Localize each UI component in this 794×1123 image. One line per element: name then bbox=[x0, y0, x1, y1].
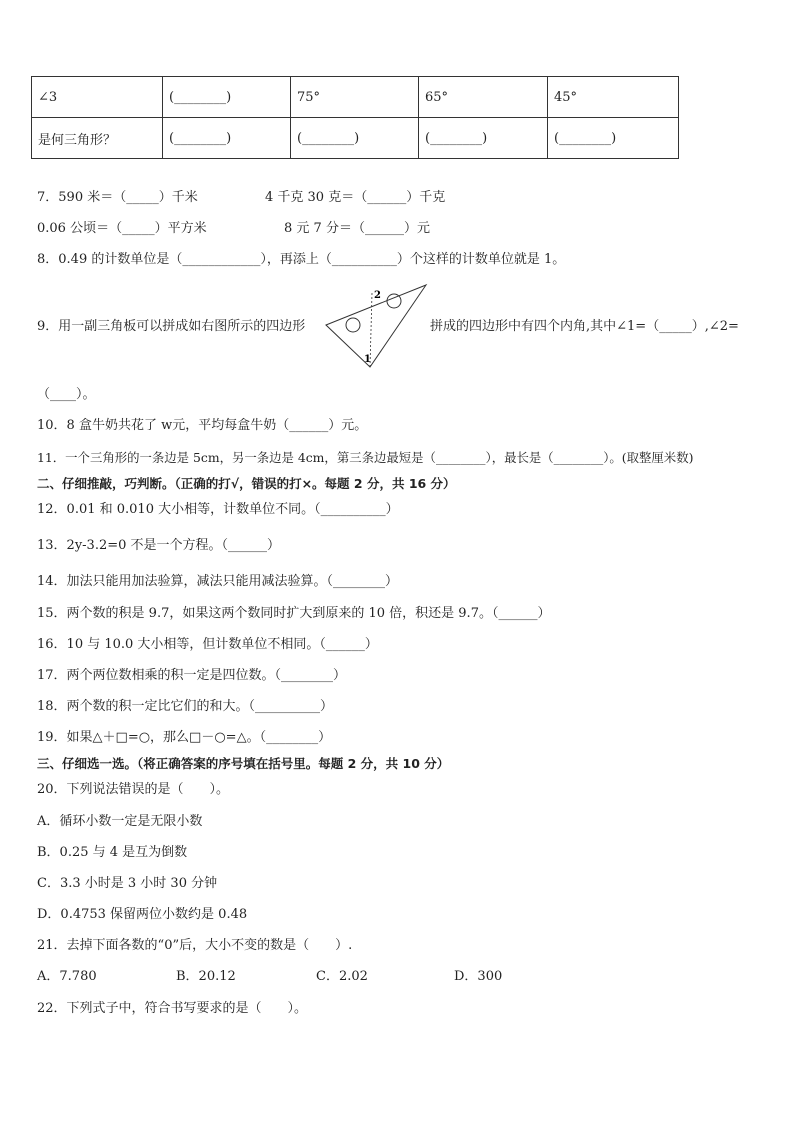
question-9-cont: （____）。 bbox=[37, 387, 96, 402]
question-11: 11．一个三角形的一条边是 5cm，另一条边是 4cm，第三条边最短是（________），最长是（________）。(取整厘米数) bbox=[37, 450, 694, 465]
table-cell: 65° bbox=[419, 77, 548, 118]
question-20-stem: 20．下列说法错误的是（ ）。 bbox=[37, 782, 230, 797]
question-21-option-c[interactable]: C．2.02 bbox=[316, 969, 368, 984]
question-15: 15．两个数的积是 9.7，如果这两个数同时扩大到原来的 10 倍，积还是 9.7。（______） bbox=[37, 606, 551, 621]
question-12: 12．0.01 和 0.010 大小相等，计数单位不同。（__________） bbox=[37, 502, 399, 517]
angle-table bbox=[31, 76, 679, 159]
question-20-option-b[interactable]: B．0.25 与 4 是互为倒数 bbox=[37, 845, 188, 860]
angle-label-2: 2 bbox=[374, 290, 381, 301]
question-20-option-c[interactable]: C．3.3 小时是 3 小时 30 分钟 bbox=[37, 876, 218, 891]
question-10: 10．8 盒牛奶共花了 w元，平均每盒牛奶（______）元。 bbox=[37, 418, 368, 433]
question-19: 19．如果△＋□=○，那么□－○=△。（________） bbox=[37, 730, 332, 745]
table-cell: 45° bbox=[548, 77, 679, 118]
question-17: 17．两个两位数相乘的积一定是四位数。（________） bbox=[37, 668, 347, 683]
question-16: 16．10 与 10.0 大小相等，但计数单位不相同。（______） bbox=[37, 637, 378, 652]
table-cell: 是何三角形？ bbox=[32, 118, 163, 159]
section-2-heading: 二、仔细推敲，巧判断。（正确的打√，错误的打×。每题 2 分，共 16 分） bbox=[37, 476, 456, 491]
question-9-after: 拼成的四边形中有四个内角,其中∠1=（_____）,∠2= bbox=[430, 319, 739, 334]
question-18: 18．两个数的积一定比它们的和大。（__________） bbox=[37, 699, 334, 714]
question-7b: 4 千克 30 克＝（______）千克 bbox=[265, 190, 446, 205]
table-row bbox=[32, 77, 679, 118]
question-21-option-d[interactable]: D．300 bbox=[454, 969, 503, 984]
question-7c: 0.06 公顷＝（_____）平方米 bbox=[37, 221, 207, 236]
question-14: 14．加法只能用加法验算，减法只能用减法验算。（________） bbox=[37, 574, 399, 589]
question-13: 13．2y-3.2=0 不是一个方程。（______） bbox=[37, 538, 281, 553]
table-cell: ∠3 bbox=[32, 77, 163, 118]
question-20-option-d[interactable]: D．0.4753 保留两位小数约是 0.48 bbox=[37, 907, 248, 922]
question-22-stem: 22．下列式子中，符合书写要求的是（ ）。 bbox=[37, 1001, 308, 1016]
section-3-heading: 三、仔细选一选。（将正确答案的序号填在括号里。每题 2 分，共 10 分） bbox=[37, 756, 450, 771]
question-20-option-a[interactable]: A．循环小数一定是无限小数 bbox=[37, 814, 203, 829]
question-9-before: 9．用一副三角板可以拼成如右图所示的四边形 bbox=[37, 319, 306, 334]
angle-label-1: 1 bbox=[364, 354, 371, 365]
answer-blank[interactable]: (________) bbox=[163, 118, 291, 159]
answer-blank[interactable]: (________) bbox=[291, 118, 419, 159]
table-cell: 75° bbox=[291, 77, 419, 118]
triangle-ruler-figure bbox=[324, 283, 430, 371]
question-21-option-a[interactable]: A．7.780 bbox=[37, 969, 97, 984]
question-21-option-b[interactable]: B．20.12 bbox=[176, 969, 236, 984]
question-7d: 8 元 7 分＝（______）元 bbox=[284, 221, 430, 236]
question-8: 8．0.49 的计数单位是（____________），再添上（__________）个这样的计数单位就是 1。 bbox=[37, 252, 566, 267]
question-21-stem: 21．去掉下面各数的“0”后，大小不变的数是（ ）. bbox=[37, 938, 353, 953]
answer-blank[interactable]: (________) bbox=[548, 118, 679, 159]
question-7a: 7．590 米＝（_____）千米 bbox=[37, 190, 198, 205]
table-row bbox=[32, 118, 679, 159]
answer-blank[interactable]: (________) bbox=[419, 118, 548, 159]
answer-blank[interactable]: (________) bbox=[163, 77, 291, 118]
